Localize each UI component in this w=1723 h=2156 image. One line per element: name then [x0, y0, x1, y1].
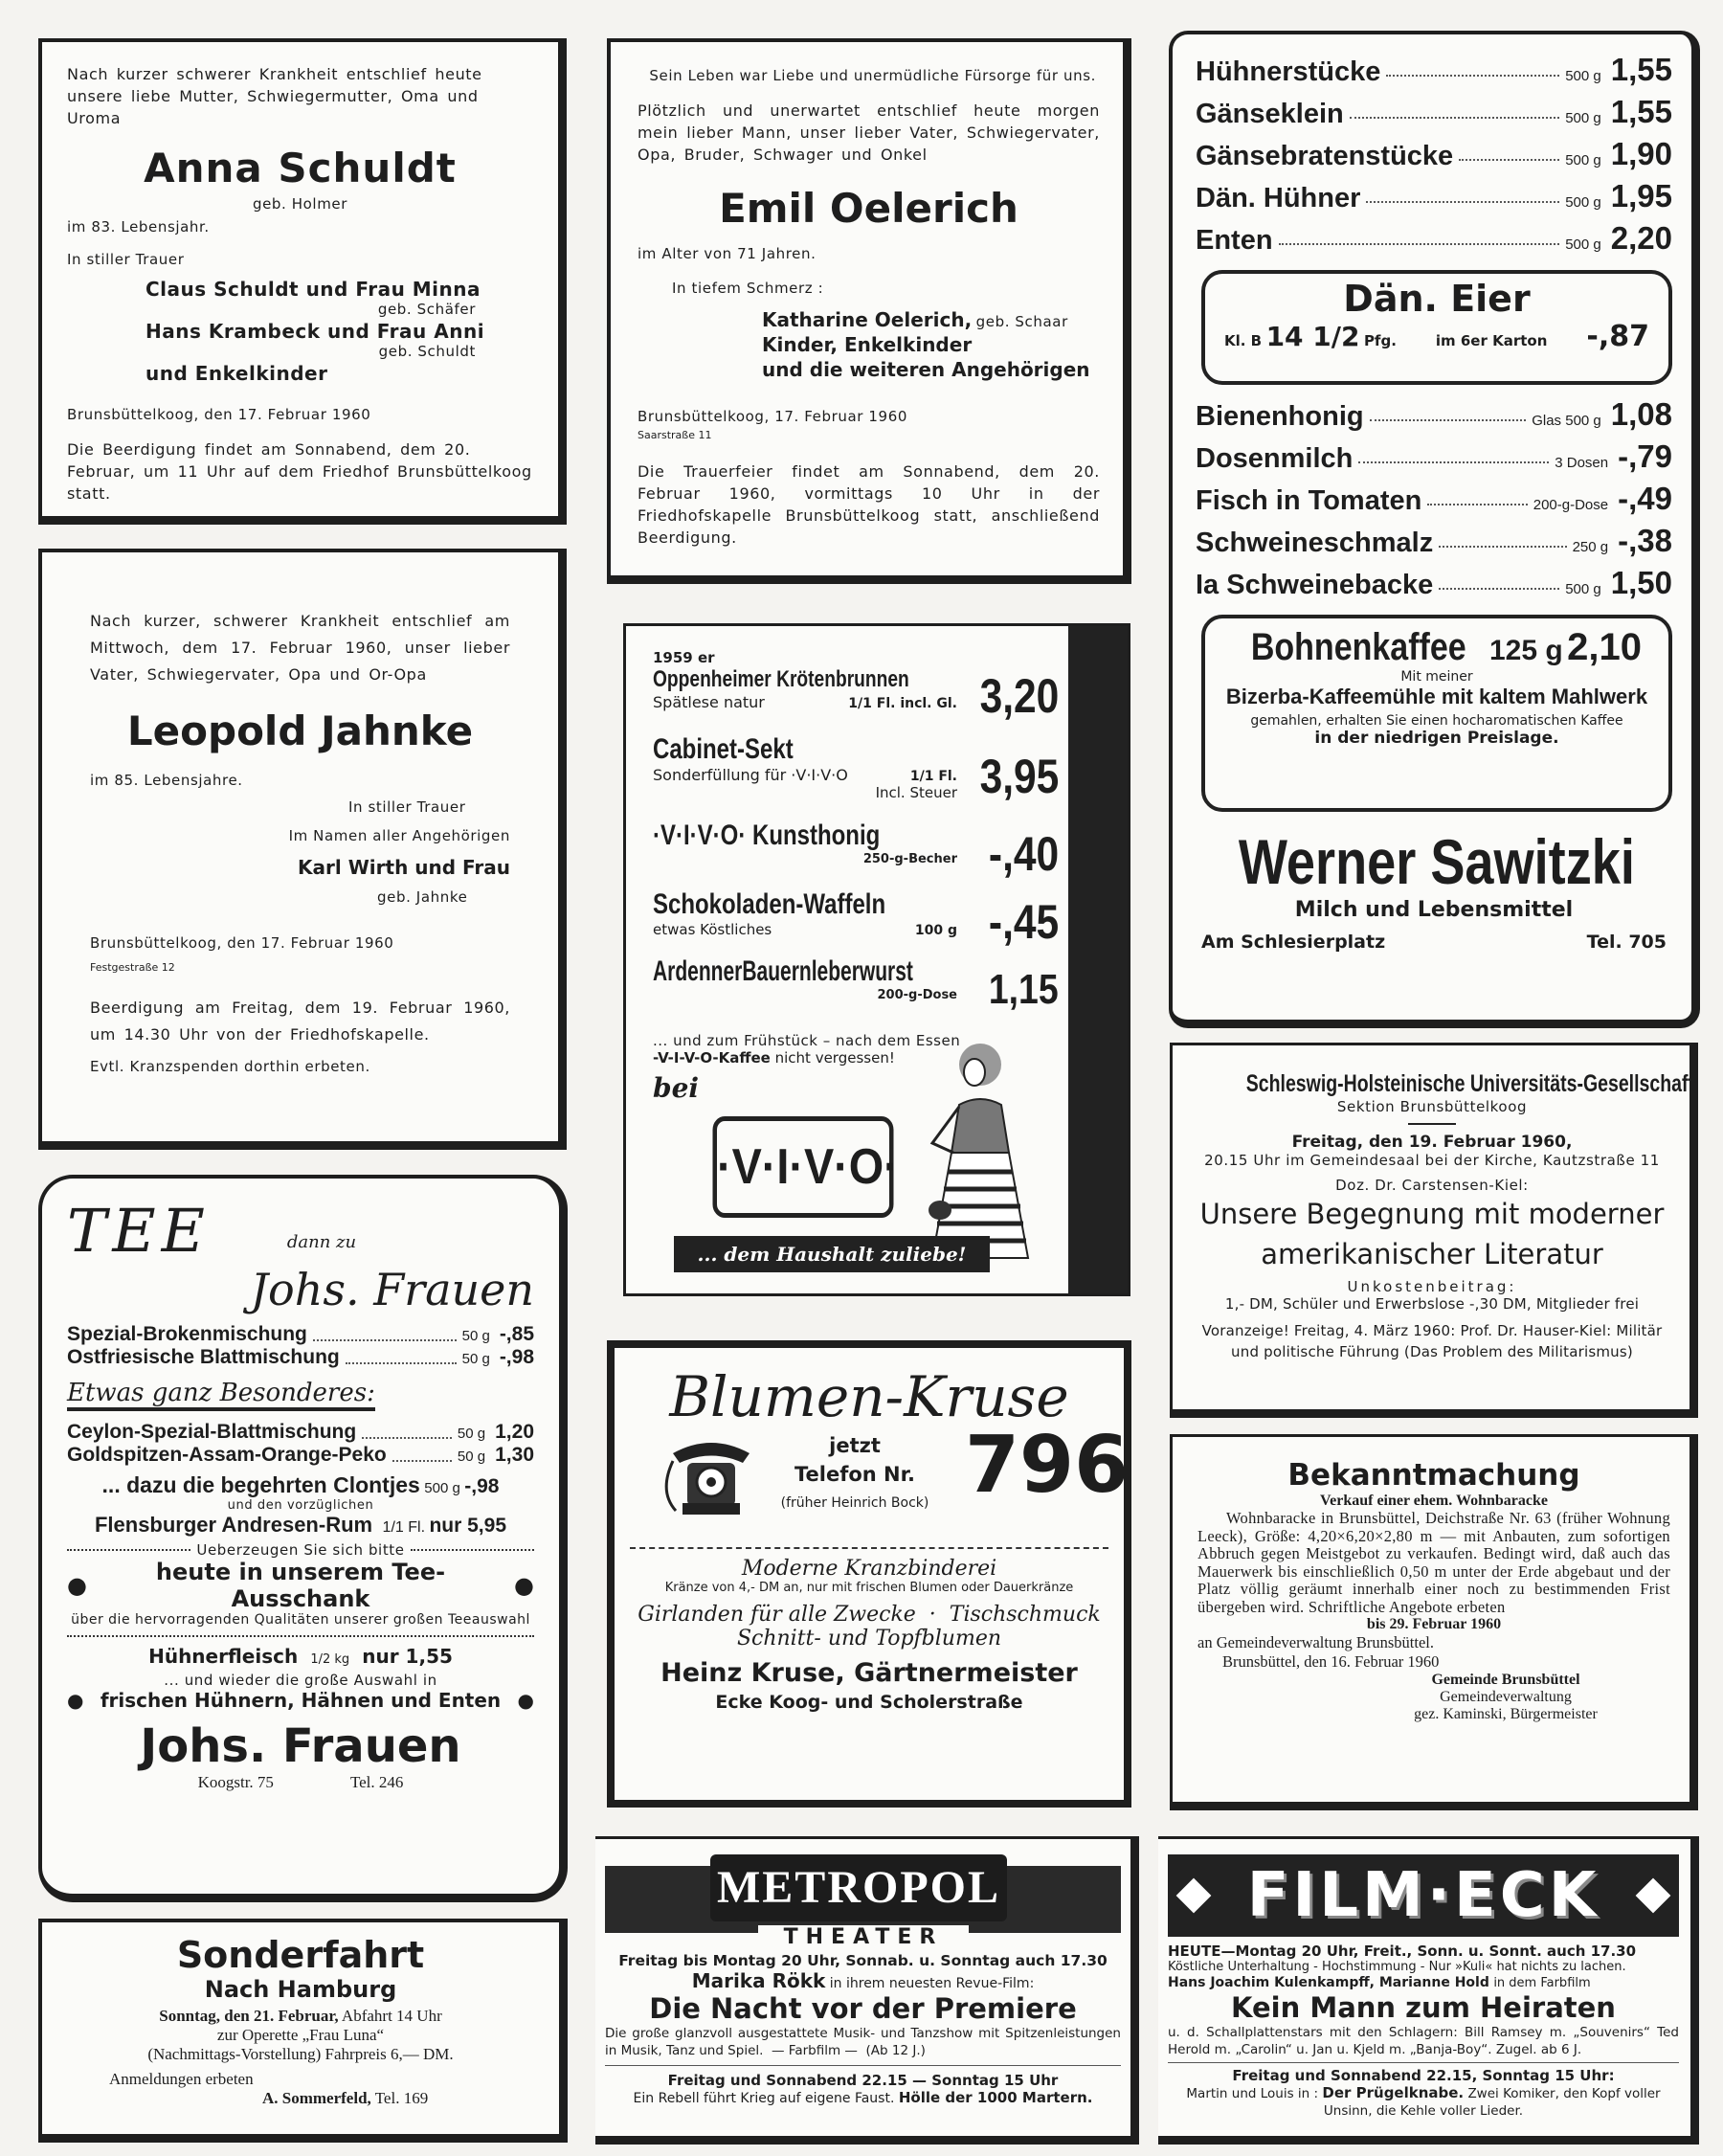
family-member: Claus Schuldt und Frau Minna [145, 278, 481, 301]
and-the-label: und den vorzüglichen [227, 1498, 374, 1513]
vintage-label: 1959 er [653, 649, 715, 666]
price-item: Dän. Hühner 500 g 1,95 [1196, 178, 1672, 213]
coffee-offer: Bohnenkaffee 125 g 2,10 [1250, 626, 1642, 668]
preview: Voranzeige! Freitag, 4. März 1960: Prof. Dr. Hauser-Kiel: Militär und politische Führung (Das Problem des Militarismus) [1201, 1322, 1663, 1360]
bei-label: bei [653, 1072, 700, 1104]
show-times: HEUTE—Montag 20 Uhr, Freit., Sonn. u. Sonnt. auch 17.30 [1168, 1943, 1637, 1960]
shop-name: Werner Sawitzki [1238, 826, 1635, 897]
convince-label: Ueberzeugen Sie sich bitte [67, 1541, 534, 1559]
obituary-anna-schuldt [38, 38, 567, 525]
coffee-note: -V-I-V-O-Kaffee nicht vergessen! [653, 1049, 895, 1067]
trip-title: Sonderfahrt [176, 1934, 425, 1976]
ad-sonderfahrt [38, 1919, 568, 2143]
mourning-label: In stiller Trauer [348, 798, 466, 816]
ad-tee-johs-frauen [38, 1175, 568, 1902]
address: Festgestraße 12 [90, 961, 175, 974]
family-member: Hans Krambeck und Frau Anni [145, 320, 485, 343]
film-description: Die große glanzvoll ausgestattete Musik- und Tanzshow mit Spitzenleistungen in Musik, Tanz und Spiel. — Farbfilm — (Ab 12 J.) [605, 2026, 1121, 2058]
funeral-info: Beerdigung am Freitag, dem 19. Februar 1960, um 14.30 Uhr von der Friedhofskapelle. [90, 999, 510, 1044]
wreath-note: Evtl. Kranzspenden dorthin erbeten. [90, 1058, 370, 1075]
place-date: Brunsbüttelkoog, den 17. Februar 1960 [90, 934, 394, 952]
grinder: Bizerba-Kaffeemühle mit kaltem Mahlwerk [1225, 685, 1648, 708]
trip-destination: Nach Hamburg [204, 1976, 397, 2003]
price-item: Gänsebratenstücke 500 g 1,90 [1196, 136, 1672, 171]
on-behalf-label: Im Namen aller Angehörigen [288, 827, 510, 844]
mourning-label: In tiefem Schmerz : [672, 280, 824, 297]
price-item: Ia Schweinebacke 500 g 1,50 [1196, 565, 1672, 600]
fee-label: Unkostenbeitrag: [1347, 1278, 1517, 1295]
quality-note: über die hervorragenden Qualitäten unserer großen Teeauswahl [71, 1612, 530, 1628]
special-heading: Etwas ganz Besonderes: [67, 1379, 375, 1411]
vivo-item: Cabinet-Sekt Sonderfüllung für ·V·I·V·O 1/1 Fl. Incl. Steuer 3,95 [653, 733, 1059, 803]
society-name: Schleswig-Holsteinische Universitäts-Gesellschaft [1245, 1070, 1694, 1097]
shop-script-name: Johs. Frauen [250, 1264, 534, 1315]
obituary-intro: Plötzlich und unerwartet entschlief heute morgen mein lieber Mann, unser lieber Vater, Schwiegervater, Opa, Bruder, Schwager und Onkel [638, 101, 1100, 164]
age: im Alter von 71 Jahren. [638, 245, 817, 262]
ad-blumen-kruse [607, 1340, 1131, 1808]
price-item: Ceylon-Spezial-Blattmischung 50 g 1,20 [67, 1421, 534, 1443]
family-member: Kinder, Enkelkinder [762, 333, 973, 356]
family-member-born: geb. Jahnke [377, 888, 468, 906]
late-show-times: Freitag und Sonnabend 22.15 — Sonntag 15 Uhr [667, 2072, 1059, 2089]
price-item: Spezial-Brokenmischung 50 g -,85 [67, 1323, 534, 1345]
signature-org: Gemeinde Brunsbüttel [1431, 1672, 1580, 1688]
film-title: Kein Mann zum Heiraten [1231, 1991, 1616, 2024]
age: im 85. Lebensjahre. [90, 772, 243, 789]
bullet-icon: ● [67, 1572, 87, 1599]
trip-fare: (Nachmittags-Vorstellung) Fahrpreis 6,— DM. [147, 2045, 454, 2063]
then-to-label: dann zu [286, 1232, 357, 1252]
notice-bekanntmachung [1170, 1434, 1698, 1810]
rum-offer: Flensburger Andresen-Rum 1/1 Fl. nur 5,95 [94, 1513, 507, 1537]
phone-label: Telefon Nr. [794, 1463, 915, 1486]
vivo-item: Oppenheimer Krötenbrunnen Spätlese natur 1/1 Fl. incl. Gl. 3,20 [653, 666, 1059, 723]
trip-event: zur Operette „Frau Luna“ [216, 2026, 385, 2044]
notice-subtitle: Verkauf einer ehem. Wohnbaracke [1320, 1493, 1548, 1509]
price-item: Dosenmilch 3 Dosen -,79 [1196, 438, 1672, 474]
price-item: Schweineschmalz 250 g -,38 [1196, 523, 1672, 558]
vivo-item: ArdennerBauernleberwurst 200-g-Dose 1,15 [653, 955, 1059, 1013]
price-item: Fisch in Tomaten 200-g-Dose -,49 [1196, 481, 1672, 516]
deceased-name: Leopold Jahnke [126, 707, 474, 754]
cinema-name: FILM·ECK [1246, 1860, 1600, 1931]
price-item: Ostfriesische Blattmischung 50 g -,98 [67, 1346, 534, 1368]
eggs-offer: Kl. B 14 1/2 Pfg. im 6er Karton -,87 [1224, 320, 1649, 353]
ad-metropol-theater [595, 1836, 1139, 2145]
ad-film-eck [1158, 1836, 1699, 2145]
shop-name: Johs. Frauen [140, 1719, 461, 1773]
shop-contact: Am Schlesierplatz Tel. 705 [1201, 932, 1667, 953]
formerly-label: (früher Heinrich Bock) [780, 1495, 929, 1511]
price-level-note: in der niedrigen Preislage. [1314, 729, 1559, 748]
theater-subtitle: THEATER [758, 1925, 969, 1949]
recipient: an Gemeindeverwaltung Brunsbüttel. [1197, 1633, 1434, 1651]
with-my-label: Mit meiner [1400, 669, 1473, 685]
ad-werner-sawitzki [1169, 31, 1700, 1028]
ausschank-line: ● heute in unserem Tee-Ausschank ● [67, 1559, 534, 1612]
address: Saarstraße 11 [638, 429, 712, 441]
film-description: u. d. Schallplattenstars mit den Schlagern: Bill Ramsey m. „Souvenirs“ Ted Herold m. „Carolin“ u. Jan u. Kjeld m. „Banja-Boy“. Zugel. ab 6 J. [1168, 2025, 1679, 2057]
obituary-motto: Sein Leben war Liebe und unermüdliche Fürsorge für uns. [649, 67, 1096, 84]
kranz-heading: Moderne Kranzbinderei [741, 1557, 997, 1581]
bullet-icon: ● [514, 1572, 534, 1599]
bullet-icon: ● [517, 1689, 534, 1712]
speaker: Doz. Dr. Carstensen-Kiel: [1335, 1177, 1529, 1194]
shop-title: Blumen-Kruse [669, 1364, 1069, 1429]
late-show: Martin und Louis in : Der Prügelknabe. Zwei Komiker, den Kopf voller Unsinn, die Kehle voller Lieder. [1186, 2084, 1661, 2119]
deceased-name: Emil Oelerich [719, 185, 1018, 232]
stars: Hans Joachim Kulenkampff, Marianne Hold in dem Farbfilm [1168, 1975, 1591, 1990]
eggs-title: Dän. Eier [1343, 278, 1531, 320]
selection-note: ... und wieder die große Auswahl in [164, 1672, 437, 1689]
lecture-topic: Unsere Begegnung mit moderner amerikanischer Literatur [1199, 1198, 1665, 1270]
late-show: Ein Rebell führt Krieg auf eigene Faust. Hölle der 1000 Martern. [633, 2089, 1093, 2106]
family-member: Karl Wirth und Frau [298, 856, 510, 879]
signature-name: gez. Kaminski, Bürgermeister [1414, 1706, 1598, 1722]
telephone-icon [659, 1434, 764, 1525]
obituary-leopold-jahnke [38, 549, 567, 1150]
obituary-intro: Nach kurzer, schwerer Krankheit entschlief am Mittwoch, dem 17. Februar 1960, unser lieber Vater, Schwiegervater, Opa und Or-Opa [90, 612, 510, 684]
chicken-offer: Hühnerfleisch 1/2 kg nur 1,55 [148, 1645, 453, 1668]
kranz-detail: Kränze von 4,- DM an, nur mit frischen Blumen oder Dauerkränze [664, 1581, 1074, 1595]
film-title: Die Nacht vor der Premiere [649, 1992, 1077, 2025]
event-date: Freitag, den 19. Februar 1960, [1291, 1133, 1573, 1152]
ad-university-society [1170, 1043, 1698, 1418]
funeral-info: Die Trauerfeier findet am Sonnabend, dem 20. Februar 1960, vormittags 10 Uhr in der Friedhofskapelle Brunsbüttelkoog statt, anschließend Beerdigung. [638, 462, 1100, 547]
place-date: Brunsbüttel, den 16. Februar 1960 [1222, 1652, 1440, 1671]
notice-title: Bekanntmachung [1287, 1458, 1580, 1493]
bullet-icon: ● [67, 1689, 84, 1712]
diamond-icon [1636, 1878, 1671, 1914]
place-date: Brunsbüttelkoog, den 17. Februar 1960 [67, 406, 371, 423]
film-eck-banner [1168, 1854, 1679, 1937]
funeral-info: Die Beerdigung findet am Sonnabend, dem 20. Februar, um 11 Uhr auf dem Friedhof Brunsbüttelkoog statt. [67, 440, 532, 503]
obituary-emil-oelerich [607, 38, 1131, 584]
vivo-item: Schokoladen-Waffeln etwas Köstliches 100 g -,45 [653, 888, 1059, 949]
family-member-born: geb. Schäfer [377, 301, 476, 318]
mourning-label: In stiller Trauer [67, 251, 185, 268]
ad-vivo [623, 623, 1130, 1296]
owner: Heinz Kruse, Gärtnermeister [660, 1658, 1078, 1688]
phone-number: 796 [965, 1420, 1130, 1511]
price-item: Hühnerstücke 500 g 1,55 [1196, 52, 1672, 87]
fresh-line: ● frischen Hühnern, Hähnen und Enten ● [67, 1689, 534, 1712]
eggs-box [1201, 270, 1672, 385]
vivo-logo: ·V·I·V·O· [713, 1116, 894, 1218]
flowers: Schnitt- und Topfblumen [736, 1627, 1002, 1651]
family-member-born: geb. Schuldt [378, 343, 476, 360]
address: Ecke Koog- und Scholerstraße [715, 1692, 1023, 1713]
fee: 1,- DM, Schüler und Erwerbslose -,30 DM, Mitglieder frei [1224, 1295, 1640, 1313]
services: Girlanden für alle Zwecke · Tischschmuck [638, 1603, 1101, 1627]
ground-note: gemahlen, erhalten Sie einen hocharomatischen Kaffee [1250, 713, 1623, 729]
clontjes-offer: ... dazu die begehrten Clontjes 500 g -,98 [101, 1472, 500, 1497]
deceased-name: Anna Schuldt [144, 145, 457, 191]
family-member: Katharine Oelerich, geb. Schaar [762, 308, 1068, 331]
tee-title: TEE [67, 1196, 211, 1266]
notice-body: Wohnbaracke in Brunsbüttel, Deichstraße Nr. 63 (früher Wohnung Leeck), Größe: 4,20×6,20×2,80 m — mit Anbauten, zum sofortigen Abbruch gegen Meistgebot zu verkaufen. Bedingt wird, daß auch das Mauerwerk bis einschließlich 0,50 m unter der Erde abgebaut und der Platz völlig geräumt innerhalb einer noch zu bestimmenden Frist übergeben wird. Schriftliche Angebote erbeten [1197, 1509, 1670, 1616]
tagline: Köstliche Unterhaltung - Hochstimmung - Nur »Kuli« hat nichts zu lachen. [1168, 1960, 1626, 1974]
shop-contact: Koogstr. 75 Tel. 246 [197, 1773, 404, 1791]
diamond-icon [1176, 1878, 1212, 1914]
price-item: Goldspitzen-Assam-Orange-Peko 50 g 1,30 [67, 1444, 534, 1466]
maiden-name: geb. Holmer [252, 195, 348, 213]
event-place: 20.15 Uhr im Gemeindesaal bei der Kirche, Kautzstraße 11 [1204, 1152, 1660, 1169]
metropol-banner [605, 1849, 1121, 1952]
family-member: und Enkelkinder [145, 362, 328, 385]
breakfast-note: ... und zum Frühstück – nach dem Essen [653, 1032, 961, 1049]
shop-subtitle: Milch und Lebensmittel [1294, 898, 1574, 922]
trip-contact: A. Sommerfeld, Tel. 169 [262, 2089, 429, 2107]
show-times: Freitag bis Montag 20 Uhr, Sonnab. u. Sonntag auch 17.30 [618, 1952, 1108, 1969]
vivo-item: ·V·I·V·O· Kunsthonig 250-g-Becher -,40 [653, 820, 1059, 881]
star-line: Marika Rökk in ihrem neuesten Revue-Film: [691, 1969, 1035, 1992]
theater-name: METROPOL [710, 1854, 1007, 1921]
slogan-banner: ... dem Haushalt zuliebe! [674, 1236, 990, 1272]
price-item: Enten 500 g 2,20 [1196, 220, 1672, 256]
deadline: bis 29. Februar 1960 [1366, 1616, 1502, 1632]
now-label: jetzt [829, 1434, 881, 1457]
age: im 83. Lebensjahr. [67, 218, 210, 236]
society-section: Sektion Brunsbüttelkoog [1336, 1098, 1528, 1115]
signature-dept: Gemeindeverwaltung [1440, 1689, 1572, 1705]
obituary-intro: Nach kurzer schwerer Krankheit entschlief heute unsere liebe Mutter, Schwiegermutter, Oma und Uroma [67, 65, 482, 127]
register-label: Anmeldungen erbeten [109, 2070, 254, 2088]
price-item: Gänseklein 500 g 1,55 [1196, 94, 1672, 129]
place-date: Brunsbüttelkoog, 17. Februar 1960 [638, 408, 907, 425]
price-item: Bienenhonig Glas 500 g 1,08 [1196, 396, 1672, 432]
dark-side-panel [1068, 626, 1128, 1293]
trip-date: Sonntag, den 21. Februar, Abfahrt 14 Uhr [159, 2007, 442, 2025]
family-member: und die weiteren Angehörigen [762, 358, 1090, 381]
late-show-times: Freitag und Sonnabend 22.15, Sonntag 15 Uhr: [1232, 2067, 1615, 2084]
coffee-box [1201, 615, 1672, 812]
